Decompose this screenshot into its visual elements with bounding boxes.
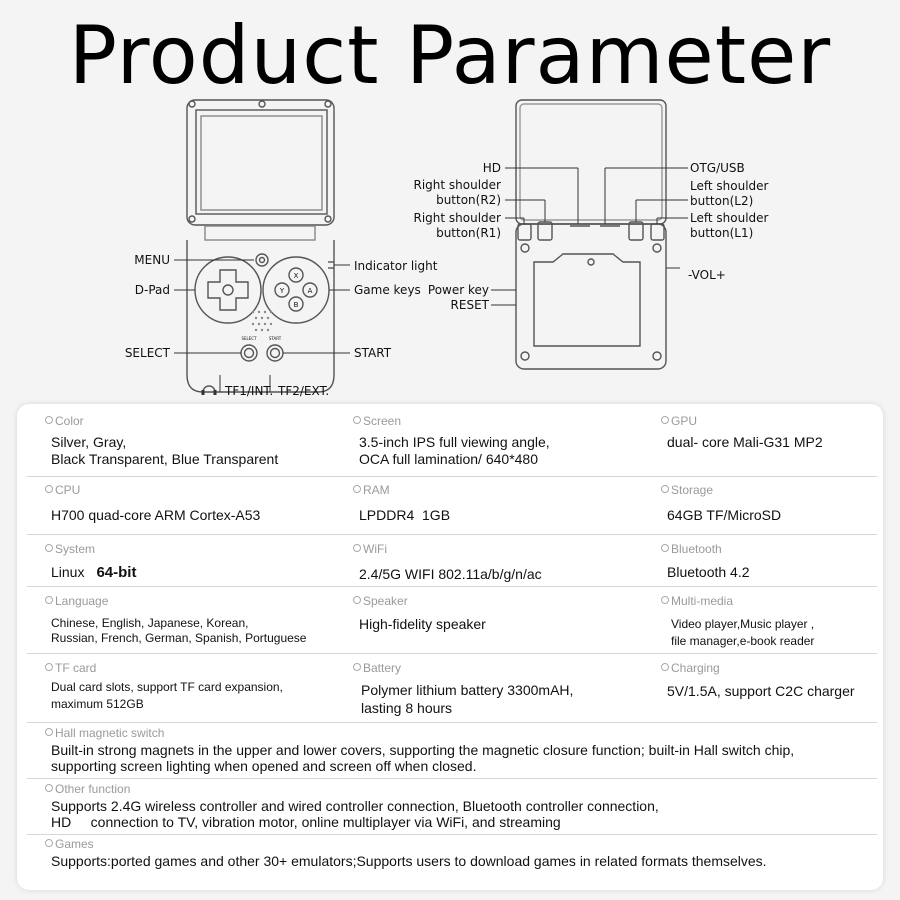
spec-value: Polymer lithium battery 3300mAH, lasting 8 hours (361, 682, 574, 716)
start-button (267, 345, 283, 361)
label-l2-line2: button(L2) (690, 194, 754, 208)
label-tf1: TF1/INT. (225, 384, 274, 398)
spec-value: Supports:ported games and other 30+ emulators;Supports users to download games in related formats themselves. (51, 853, 767, 869)
spec-label: Speaker (353, 594, 408, 608)
back-view-diagram (491, 100, 688, 369)
divider (27, 534, 877, 535)
label-game-keys: Game keys (354, 283, 421, 297)
spec-value: H700 quad-core ARM Cortex-A53 (51, 507, 261, 523)
screen-frame (196, 110, 327, 214)
label-menu: MENU (134, 253, 170, 267)
spec-label: GPU (661, 414, 697, 428)
spec-value: 3.5-inch IPS full viewing angle, OCA full lamination/ 640*480 (359, 434, 550, 467)
spec-label: WiFi (353, 542, 387, 556)
screen (201, 116, 322, 210)
label-hd: HD (482, 161, 501, 175)
spec-value: Built-in strong magnets in the upper and lower covers, supporting the magnetic closure function; built-in Hall switch chip, supporting screen lighting when opened and screen off when closed. (51, 742, 795, 774)
label-start-small: START (268, 336, 282, 341)
system-bitness: 64-bit (96, 564, 137, 581)
back-upper-shell (516, 100, 666, 224)
spec-value: High-fidelity speaker (359, 616, 486, 632)
label-dpad: D-Pad (134, 283, 170, 297)
divider (27, 476, 877, 477)
label-b: B (293, 301, 299, 309)
spec-label: Games (45, 837, 94, 851)
spec-value: Bluetooth 4.2 (667, 564, 750, 580)
label-tf2: TF2/EXT. (278, 384, 330, 398)
label-x: X (293, 272, 299, 280)
divider (27, 586, 877, 587)
label-volume: -VOL+ (688, 268, 726, 282)
page-title: Product Parameter (68, 9, 832, 102)
front-view-diagram (174, 100, 350, 395)
label-l2-line1: Left shoulder (690, 179, 769, 193)
spec-value: Video player,Music player , file manager,e-book reader (671, 617, 815, 648)
spec-label: Charging (661, 661, 720, 675)
spec-value: LPDDR4 1GB (359, 507, 451, 523)
label-r1-line2: button(R1) (436, 226, 501, 240)
spec-value: Silver, Gray, Black Transparent, Blue Transparent (51, 434, 279, 467)
label-r1-line1: Right shoulder (413, 211, 501, 225)
label-reset: RESET (450, 298, 489, 312)
divider (27, 653, 877, 654)
spec-value: 64GB TF/MicroSD (667, 507, 782, 523)
label-r2-line1: Right shoulder (413, 178, 501, 192)
dpad (208, 270, 248, 310)
battery-cover (534, 254, 640, 346)
spec-label: Multi-media (661, 594, 733, 608)
label-l1-line1: Left shoulder (690, 211, 769, 225)
hinge (205, 226, 315, 240)
spec-label: Screen (353, 414, 401, 428)
divider (27, 778, 877, 779)
back-lower-shell (516, 224, 666, 369)
device-diagrams (0, 95, 900, 400)
spec-value: 5V/1.5A, support C2C charger (667, 683, 855, 699)
label-a: A (307, 287, 313, 295)
label-y: Y (279, 287, 285, 295)
spec-label: Language (45, 594, 108, 608)
spec-label: TF card (45, 661, 96, 675)
spec-label: Bluetooth (661, 542, 722, 556)
label-power-key: Power key (427, 283, 489, 297)
spec-value: dual- core Mali-G31 MP2 (667, 434, 823, 450)
label-r2-line2: button(R2) (436, 193, 501, 207)
label-select: SELECT (124, 346, 170, 360)
system-os: Linux (51, 564, 85, 580)
spec-label: Storage (661, 483, 713, 497)
spec-label: RAM (353, 483, 390, 497)
spec-value: 2.4/5G WIFI 802.11a/b/g/n/ac (359, 566, 542, 582)
label-start: START (354, 346, 392, 360)
divider (27, 722, 877, 723)
spec-label: System (45, 542, 95, 556)
upper-shell (187, 100, 334, 225)
spec-table (17, 404, 883, 890)
spec-label: CPU (45, 483, 80, 497)
select-button (241, 345, 257, 361)
game-keys-ring (263, 257, 329, 323)
label-l1-line2: button(L1) (690, 226, 754, 240)
divider (27, 834, 877, 835)
l1-button (651, 224, 664, 240)
spec-label: Color (45, 414, 84, 428)
spec-label: Battery (353, 661, 401, 675)
spec-value: Dual card slots, support TF card expansion, maximum 512GB (51, 680, 283, 711)
headphone-icon (203, 386, 215, 392)
r1-button (518, 224, 531, 240)
spec-value: Supports 2.4G wireless controller and wired controller connection, Bluetooth controller connection, HD connection to TV, vibration motor, online multiplayer via WiFi, and streaming (51, 798, 659, 830)
spec-value: Chinese, English, Japanese, Korean, Russian, French, German, Spanish, Portuguese (51, 616, 307, 645)
dpad-ring (195, 257, 261, 323)
label-indicator-light: Indicator light (354, 259, 438, 273)
label-otg-usb: OTG/USB (690, 161, 745, 175)
spec-value (51, 564, 136, 581)
speaker-grille (252, 311, 272, 331)
label-select-small: SELECT (241, 336, 257, 341)
spec-label: Hall magnetic switch (45, 726, 164, 740)
spec-label: Other function (45, 782, 130, 796)
menu-button (256, 254, 268, 266)
